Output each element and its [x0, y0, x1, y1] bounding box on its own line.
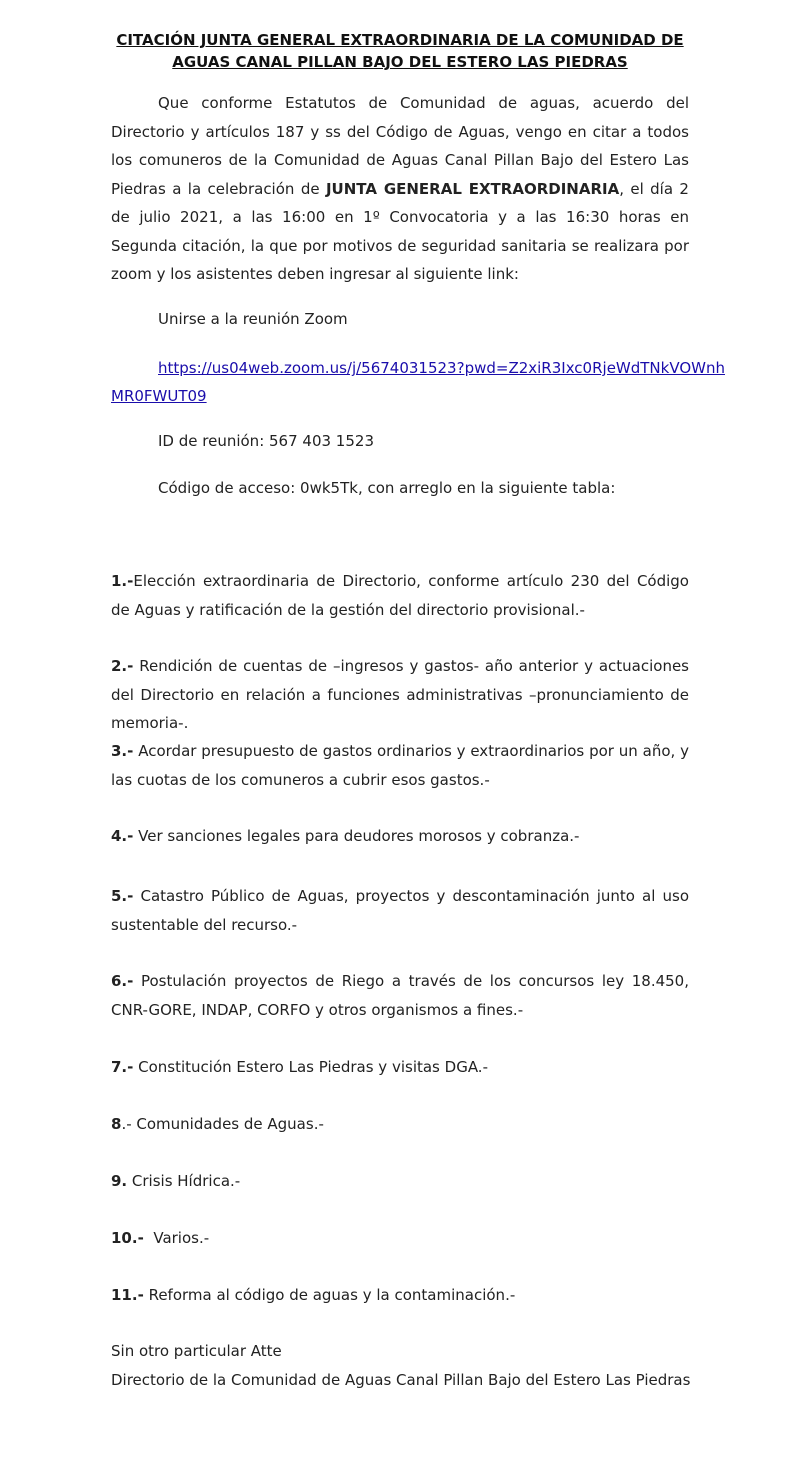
agenda-item-number: 2.-	[111, 657, 134, 675]
agenda-item-9	[111, 1167, 689, 1196]
agenda-item-text: Ver sanciones legales para deudores morosos y cobranza.-	[133, 827, 580, 845]
agenda-item-number: 3.-	[111, 742, 134, 760]
title-line-2: AGUAS CANAL PILLAN BAJO DEL ESTERO LAS PIEDRAS	[172, 53, 628, 71]
zoom-join-label: Unirse a la reunión Zoom	[158, 310, 348, 328]
zoom-meeting-link[interactable]: https://us04web.zoom.us/j/5674031523?pwd=Z2xiR3Ixc0RjeWdTNkVOWnhMR0FWUT09	[111, 359, 725, 405]
agenda-item-text: Acordar presupuesto de gastos ordinarios y extraordinarios por un año, y las cuotas de los comuneros a cubrir esos gastos.-	[111, 742, 689, 789]
agenda-item-text: .- Comunidades de Aguas.-	[121, 1115, 324, 1133]
agenda-item-7	[111, 1053, 689, 1082]
agenda-item-11	[111, 1281, 689, 1310]
title-line-1: CITACIÓN JUNTA GENERAL EXTRAORDINARIA DE LA COMUNIDAD DE	[116, 31, 684, 49]
closing-salutation: Sin otro particular Atte	[111, 1342, 282, 1360]
agenda-item-text: Constitución Estero Las Piedras y visitas DGA.-	[133, 1058, 488, 1076]
agenda-item-4	[111, 822, 689, 851]
intro-text-before: Que conforme Estatutos de Comunidad de aguas, acuerdo del Directorio y artículos 187 y ss del Código de Aguas, vengo en citar a todos los comuneros de la Comunidad de Aguas Canal Pillan Bajo del Estero Las Piedras a la celebración de	[111, 94, 689, 198]
agenda-item-8	[111, 1110, 689, 1139]
agenda-item-number: 8	[111, 1115, 122, 1133]
agenda-item-3	[111, 737, 689, 794]
agenda-item-number: 7.-	[111, 1058, 134, 1076]
meeting-id: ID de reunión: 567 403 1523	[158, 432, 374, 450]
agenda-item-number: 6.-	[111, 972, 134, 990]
agenda-item-number: 1.-	[111, 572, 134, 590]
agenda-item-text: Rendición de cuentas de –ingresos y gastos- año anterior y actuaciones del Directorio en relación a funciones administrativas –pronunciamiento de memoria-.	[111, 657, 689, 732]
agenda-item-number: 4.-	[111, 827, 134, 845]
agenda-item-text: Varios.-	[143, 1229, 210, 1247]
agenda-item-text: Crisis Hídrica.-	[127, 1172, 241, 1190]
document-title	[100, 29, 700, 73]
agenda-item-number: 5.-	[111, 887, 134, 905]
agenda-item-5	[111, 882, 689, 939]
agenda-item-2	[111, 652, 689, 738]
agenda-item-text: Catastro Público de Aguas, proyectos y descontaminación junto al uso sustentable del recurso.-	[111, 887, 689, 934]
intro-paragraph	[111, 89, 689, 289]
agenda-item-text: Postulación proyectos de Riego a través de los concursos ley 18.450, CNR-GORE, INDAP, CORFO y otros organismos a fines.-	[111, 972, 689, 1019]
closing-signature: Directorio de la Comunidad de Aguas Canal Pillan Bajo del Estero Las Piedras	[111, 1371, 691, 1389]
agenda-item-number: 11.-	[111, 1286, 144, 1304]
agenda-item-6	[111, 967, 689, 1024]
agenda-item-10	[111, 1224, 689, 1253]
access-code: Código de acceso: 0wk5Tk, con arreglo en la siguiente tabla:	[158, 479, 616, 497]
agenda-item-text: Elección extraordinaria de Directorio, conforme artículo 230 del Código de Aguas y ratificación de la gestión del directorio provisional.-	[111, 572, 689, 619]
agenda-item-number: 10.-	[111, 1229, 144, 1247]
intro-bold: JUNTA GENERAL EXTRAORDINARIA	[325, 179, 620, 198]
agenda-item-1	[111, 567, 689, 624]
agenda-item-text: Reforma al código de aguas y la contaminación.-	[143, 1286, 516, 1304]
agenda-item-number: 9.	[111, 1172, 128, 1190]
intro-text-after: , el día 2 de julio 2021, a las 16:00 en 1º Convocatoria y a las 16:30 horas en Segunda citación, la que por motivos de seguridad sanitaria se realizara por zoom y los asistentes deben ingresar al siguiente link:	[111, 179, 689, 283]
